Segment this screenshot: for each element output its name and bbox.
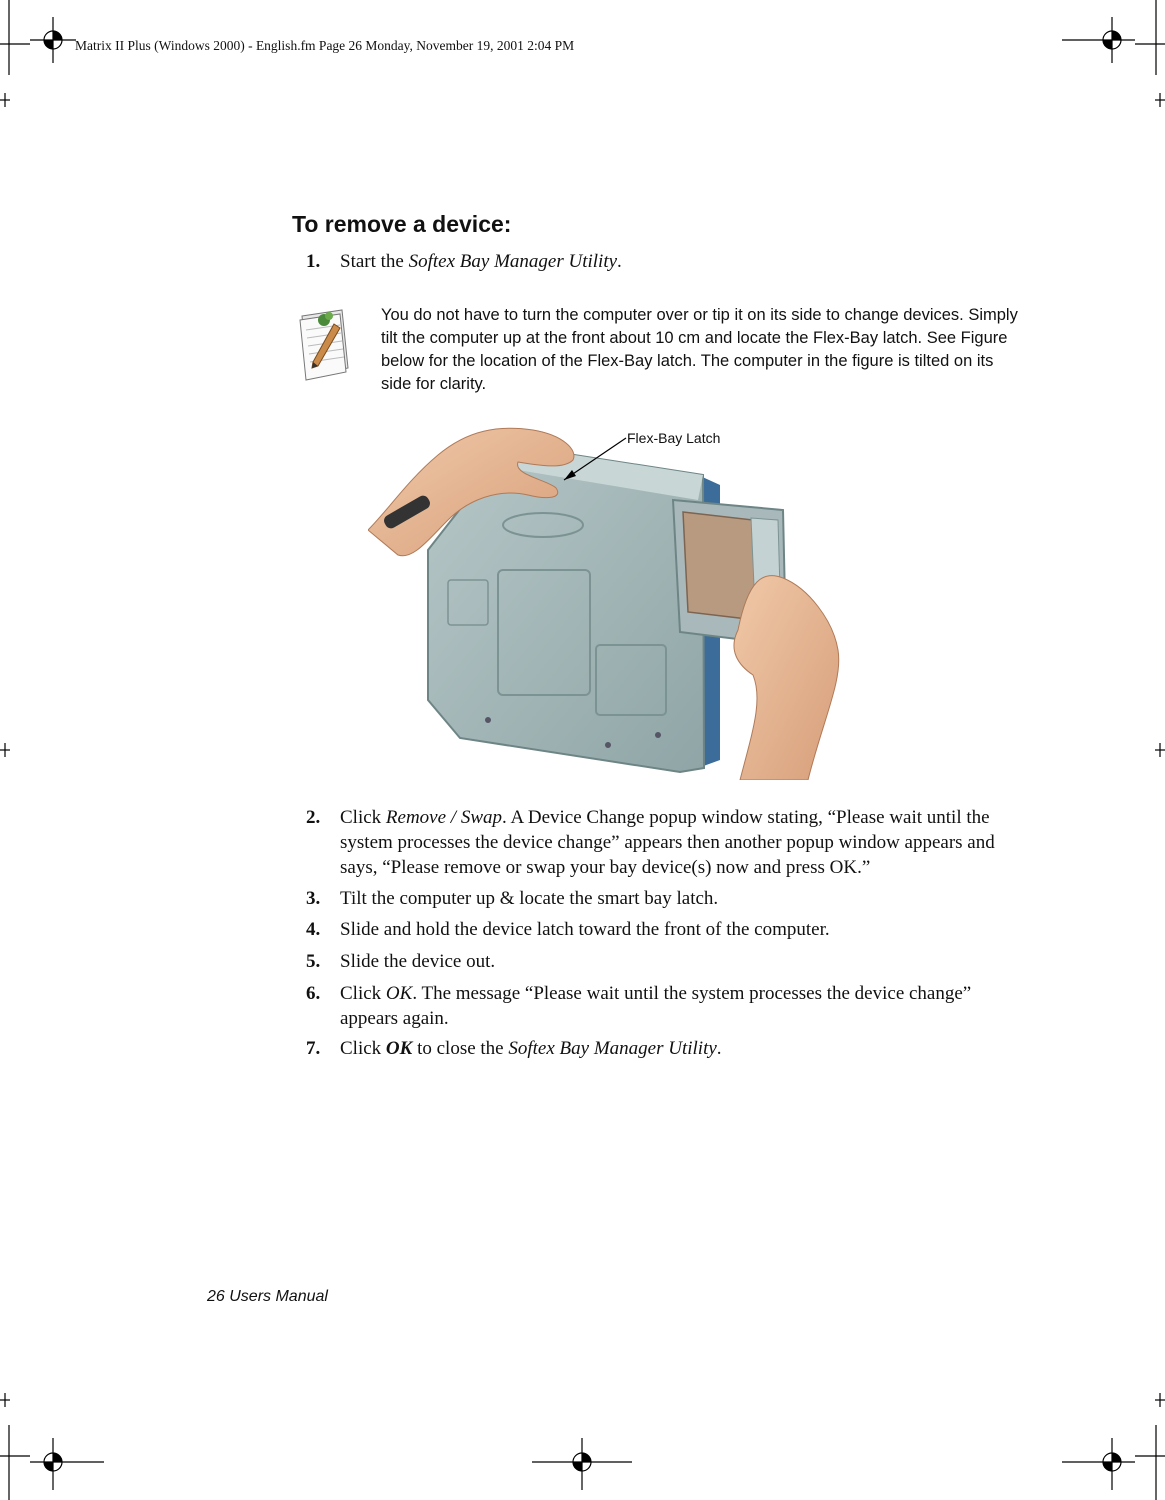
step-number: 3. [306, 888, 321, 909]
step-number: 5. [306, 951, 321, 972]
step-number: 6. [306, 983, 321, 1004]
step-text: Click OK. The message “Please wait until the system processes the device change” appears again. [340, 983, 972, 1029]
step-text: Start the Softex Bay Manager Utility. [340, 251, 622, 272]
step-text: Slide the device out. [340, 951, 496, 972]
note-text: You do not have to turn the computer over or tip it on its side to change devices. Simply tilt the computer up at the front about 10 cm and locate the Flex-Bay latch. See Figure below for the location of the Flex-Bay latch. The computer in the figure is tilted on its side for clarity. [381, 306, 1018, 393]
section-title: To remove a device: [292, 211, 512, 237]
step-text: Click Remove / Swap. A Device Change popup window stating, “Please wait until the system processes the device change” appears then another popup window appears and says, “Please remove or swap your bay device(s) now and press OK.” [340, 807, 995, 878]
step-number: 4. [306, 919, 321, 940]
note-pencil-icon [296, 306, 354, 382]
laptop-figure [368, 400, 848, 780]
step-text: Click OK to close the Softex Bay Manager Utility. [340, 1038, 722, 1059]
flex-bay-latch-label: Flex-Bay Latch [627, 430, 721, 446]
step-number: 2. [306, 807, 321, 828]
step-text: Tilt the computer up & locate the smart bay latch. [340, 888, 719, 909]
step-number: 1. [306, 251, 321, 272]
step-number: 7. [306, 1038, 321, 1059]
header-file-info: Matrix II Plus (Windows 2000) - English.fm Page 26 Monday, November 19, 2001 2:04 PM [75, 38, 575, 53]
page-footer: 26 Users Manual [207, 1288, 328, 1305]
step-text: Slide and hold the device latch toward the front of the computer. [340, 919, 830, 940]
